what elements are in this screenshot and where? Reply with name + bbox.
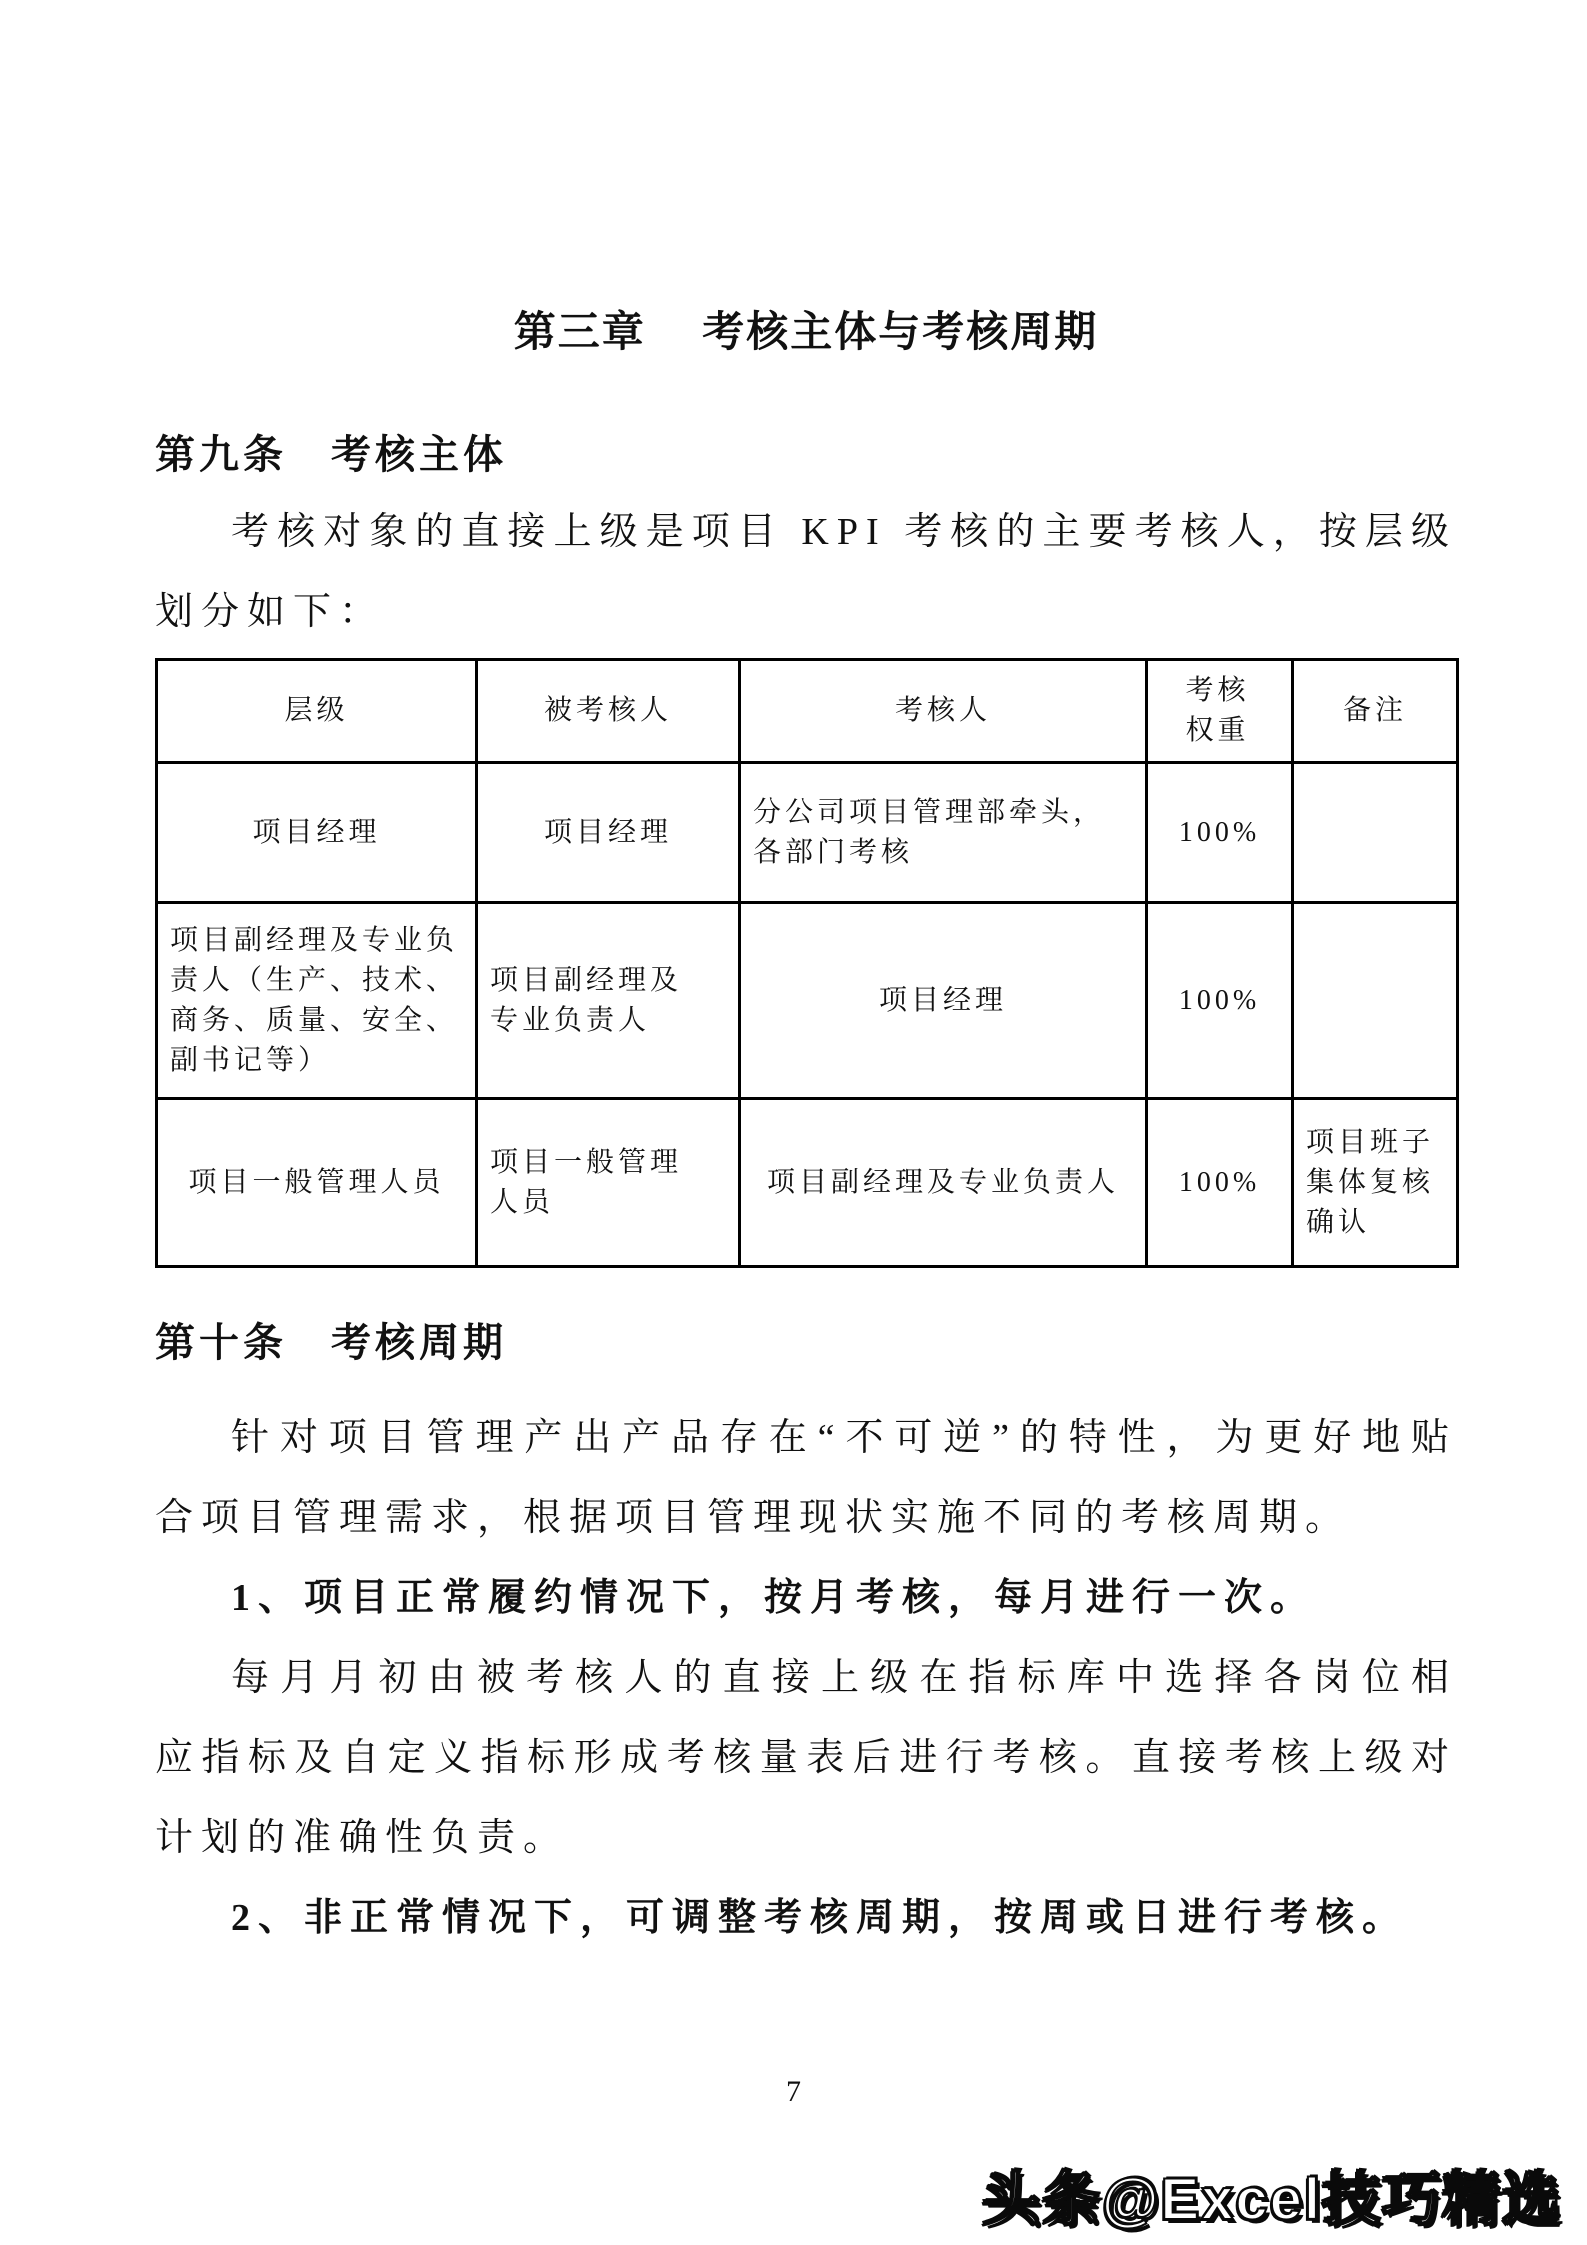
table-row [157,903,1458,1099]
document-content [155,0,1457,1958]
cell-assessee: 项目经理 [477,763,740,903]
section-9-paragraph-line: 考核对象的直接上级是项目 KPI 考核的主要考核人，按层级 [231,511,1457,553]
cell-assessee: 项目一般管理人员 [477,1099,740,1267]
page-number: 7 [786,2075,801,2108]
table-header-row [157,660,1458,763]
cell-assessor: 项目副经理及专业负责人 [740,1099,1147,1267]
assessment-table [155,658,1459,1268]
col-header-remark: 备注 [1293,660,1458,763]
section-10-paragraph-line: 应指标及自定义指标形成考核量表后进行考核。直接考核上级对 [155,1737,1457,1779]
cell-level: 项目经理 [157,763,477,903]
table-row [157,763,1458,903]
section-10-heading: 第十条 考核周期 [155,1320,507,1365]
cell-remark [1293,903,1458,1099]
col-header-assessor: 考核人 [740,660,1147,763]
watermark: 头条@Excel技巧精选 [981,2167,1562,2232]
section-10-item-1: 1、项目正常履约情况下，按月考核，每月进行一次。 [231,1577,1317,1619]
table-row [157,1099,1458,1267]
col-header-level: 层级 [157,660,477,763]
cell-level: 项目副经理及专业负责人（生产、技术、商务、质量、安全、副书记等） [157,903,477,1099]
cell-weight: 100% [1147,763,1293,903]
cell-assessor: 分公司项目管理部牵头，各部门考核 [740,763,1147,903]
section-10-item-2: 2、非正常情况下，可调整考核周期，按周或日进行考核。 [231,1897,1409,1939]
section-9-paragraph-line: 划分如下： [155,591,386,633]
cell-weight: 100% [1147,1099,1293,1267]
cell-remark: 项目班子集体复核确认 [1293,1099,1458,1267]
chapter-title: 第三章 考核主体与考核周期 [513,310,1099,356]
col-header-assessee: 被考核人 [477,660,740,763]
cell-weight: 100% [1147,903,1293,1099]
section-10-paragraph-line: 针对项目管理产出产品存在“不可逆”的特性，为更好地贴 [231,1417,1457,1459]
cell-assessor: 项目经理 [740,903,1147,1099]
cell-level: 项目一般管理人员 [157,1099,477,1267]
section-10-paragraph-line: 计划的准确性负责。 [155,1817,570,1859]
col-header-weight-text: 考核权重 [1185,675,1250,746]
section-10-paragraph-line: 每月月初由被考核人的直接上级在指标库中选择各岗位相 [231,1657,1457,1699]
section-9-heading: 第九条 考核主体 [155,432,507,477]
cell-assessee: 项目副经理及专业负责人 [477,903,740,1099]
col-header-weight [1147,660,1293,763]
section-10-paragraph-line: 合项目管理需求，根据项目管理现状实施不同的考核周期。 [155,1497,1352,1539]
cell-remark [1293,763,1458,903]
